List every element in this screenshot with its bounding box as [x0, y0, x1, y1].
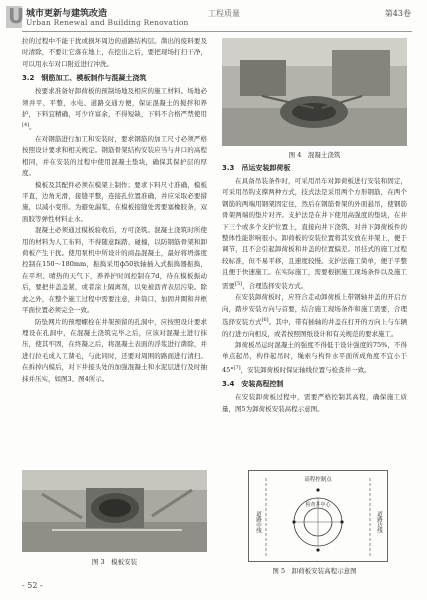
figure-3 [22, 470, 207, 552]
paragraph: 拉的过程中不能干扰或损坏周边的道路结构层。凿出的废料要及时清除，不要让它落在地上，在挖出之后，要把现场打扫干净，可以用水车对口附近进行冲洗。 [22, 37, 207, 68]
paragraph: 防坠网片的预埋螺栓在井架预留的孔洞中，应按照设计要求埋设在孔洞中，在混凝土浇筑完毕之后，应该对混凝土进行抹压，使其牢固，在终凝之后，将混凝土表面的浮浆进行凿除，并进行拉毛成人工凿毛，与此同时，还要对周围的路面进行清扫。在拆掉内模后，对下井接头处的加强混凝土和水泥层进行及时抽抹并压实，如图3、图4所示。 [22, 317, 207, 383]
left-column [22, 36, 207, 385]
journal-logo-letter: U [8, 4, 25, 28]
figure-4 [222, 38, 407, 146]
citation: [7] [233, 364, 241, 371]
diagram-label-left: 道路中线 [255, 511, 261, 533]
paragraph: 混凝土必须通过模板验收后，方可浇筑。混凝土浇筑时所使用的材料为人工布料，不得随意踩踏、碰撞，以防钢筋骨架和卸荷板产生干扰。使用泵机中所设计的商品混凝土，最好将坍落度控制在150～180mm，振捣采用ф50软轴插入式振捣器振捣，在平坦、晴热的天气下，养养护时间控制在7d，待在模板振动后，要把井盖盖紧，或者涂上隔离剂，以免被沥青表层污染。除此之外，在整个施工过程中需要注意，井筒口、加固井圈和井框平面位置必须完全一致。 [22, 226, 207, 315]
figure-3-caption: 图 3 模板安装 [91, 558, 138, 566]
section-label: 工程质量 [208, 9, 240, 18]
journal-title-cn: 城市更新与建筑改造 [26, 9, 108, 19]
diagram-label-top: 高程控制点 [304, 477, 332, 483]
paragraph: 在安装卸荷板时，应符合走动卸荷板上带钢轴井盖的开启方向，踏步安装方向与首要，结合施工现场条件和施工需要，合理选择安装方式[6]。其中，带有插轴的井盖在打开的方向上与车辆的行进方向相反，或者按照图纸设计和有关规范的要求施工。 [222, 293, 408, 338]
citation: [4] [22, 122, 30, 129]
elevation-diagram [248, 470, 388, 562]
section-heading-3-4: 3.4 安装高程控制 [222, 380, 284, 389]
page-number: - 52 - [22, 581, 43, 590]
page-header [0, 0, 427, 34]
diagram-label-right: 道路边线 [376, 511, 382, 533]
formwork-photo [22, 470, 207, 552]
paragraph: 在对钢筋进行加工和安装时，要求钢筋的加工尺寸必须严格按照设计要求和相关规定。钢筋骨架结构安装应当与井口的高程相同，并在安装的过程中使用混凝土垫块，确保其保护层的厚度。 [22, 135, 207, 178]
journal-title-en: Urban Renewal and Building Renovation [26, 18, 189, 27]
figure-5 [248, 470, 388, 562]
paragraph: 模板及其配件必须在模架上制作；要求下料尺寸准确，模板平直，边角无滑，接缝平整，连接孔位置准确，并应采取必要措施，以减小变形。为避免漏浆，在模板接缝处需要塞橡胶条，双面胶等弹性材料止水。 [22, 180, 207, 223]
citation: [5] [235, 280, 243, 287]
paragraph: 卸荷板吊运时混凝土的强度不得低于设计强度的75%，不得单点起吊，构件起吊时，绳索与构件水平面所成角度不宜小于45°[7]，安装卸荷板时保证轴线位置与检查井一致。 [222, 341, 407, 374]
section-heading-3-3: 3.3 吊运安装卸荷板 [222, 164, 291, 172]
concrete-pouring-photo [222, 38, 407, 146]
diagram-label-center: 检查井中心 [305, 502, 331, 508]
paragraph: 在安装卸荷板过程中，需要严格控制其高程，确保施工质量，图5为卸荷板安装高程示意图。 [222, 393, 407, 413]
citation: [6] [261, 317, 269, 324]
volume-label: 第43卷 [384, 9, 411, 18]
figure-5-caption: 图 5 卸荷板安装高程示意图 [272, 567, 357, 575]
section-heading-3-2: 3.2 钢筋加工、模板制作与混凝土浇筑 [22, 74, 147, 83]
figure-4-caption: 图 4 混凝土浇筑 [288, 151, 341, 159]
header-divider [22, 31, 412, 32]
paragraph: 按要求准备好卸荷板的预制场地及相应的施工材料。场地必须并平、平整，水电、道路交通方便，保证混凝土的搅拌和养护，下料宜精确，可少许富余，不得短缺，下料不合格严禁使用[4]。 [22, 87, 207, 132]
paragraph: 在具备吊装条件时，可采用吊车对卸荷板进行安装和固定，可采用吊钩支撑两种方式，技式法是采用两个方形钢筋，在两个钢筋的两端用钢架固定住，然后在钢筋骨架的外面悬吊，使钢筋骨架两端的垫片对齐。支护法是在井下使用高强度的垫块，在井下三个或多个支护位置上，直接向井下浇筑，对井下卸荷板件的整体性能影响很小。卸荷板的安装位置将其安放在井架上，便于调节，且不会引起卸荷板和井盖的位置偏差。吊挂式的施工过程较标准，但不易平移，且速度较慢。支护法施工简单，便于平整且便于快速施工。在实际施工，需要根据施工现场条件以及施工需要[5]，合理选择安装方式。 [222, 177, 407, 290]
right-column [222, 160, 407, 415]
